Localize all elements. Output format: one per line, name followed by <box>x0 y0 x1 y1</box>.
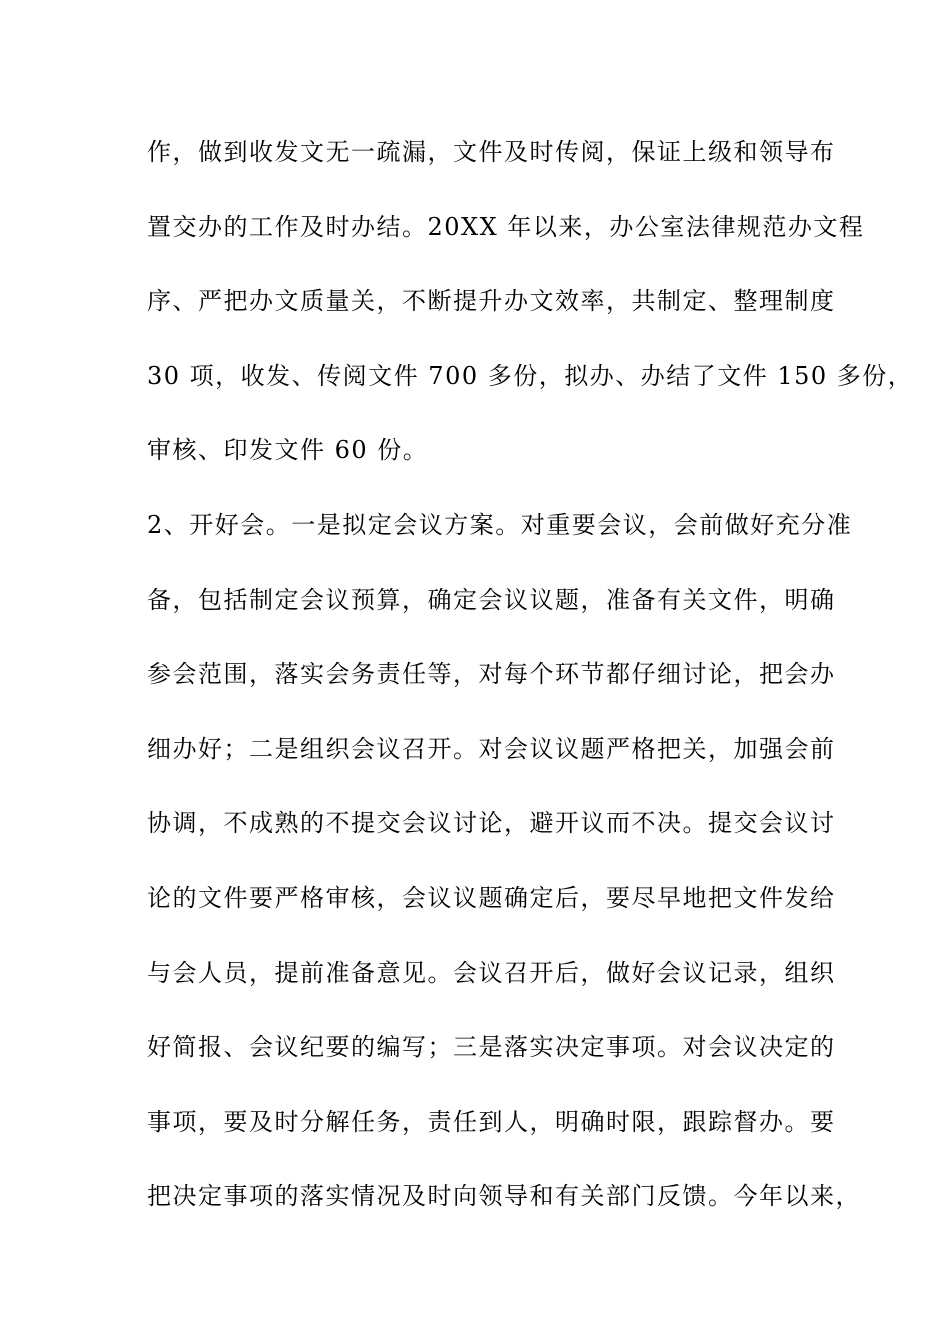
text-line: 论的文件要严格审核，会议议题确定后，要尽早地把文件发给 <box>147 883 836 912</box>
text-line: 事项，要及时分解任务，责任到人，明确时限，跟踪督办。要 <box>147 1107 836 1136</box>
text-line: 把决定事项的落实情况及时向领导和有关部门反馈。今年以来， <box>147 1182 861 1211</box>
body-text <box>147 132 914 1251</box>
text-line: 30 项，收发、传阅文件 700 多份，拟办、办结了文件 150 多份， <box>147 361 914 390</box>
text-line: 细办好；二是组织会议召开。对会议议题严格把关，加强会前 <box>147 734 836 763</box>
text-line: 2、开好会。一是拟定会议方案。对重要会议，会前做好充分准 <box>147 510 853 539</box>
text-line: 协调，不成熟的不提交会议讨论，避开议而不决。提交会议讨 <box>147 809 836 838</box>
text-line: 序、严把办文质量关，不断提升办文效率，共制定、整理制度 <box>147 287 836 316</box>
text-line: 审核、印发文件 60 份。 <box>147 436 429 465</box>
text-line: 备，包括制定会议预算，确定会议议题，准备有关文件，明确 <box>147 585 836 614</box>
text-line: 好简报、会议纪要的编写；三是落实决定事项。对会议决定的 <box>147 1033 836 1062</box>
text-line: 作，做到收发文无一疏漏，文件及时传阅，保证上级和领导布 <box>147 138 836 166</box>
text-line: 置交办的工作及时办结。20XX 年以来，办公室法律规范办文程 <box>147 212 865 241</box>
text-line: 参会范围，落实会务责任等，对每个环节都仔细讨论，把会办 <box>147 660 836 689</box>
text-line: 与会人员，提前准备意见。会议召开后，做好会议记录，组织 <box>147 958 836 987</box>
